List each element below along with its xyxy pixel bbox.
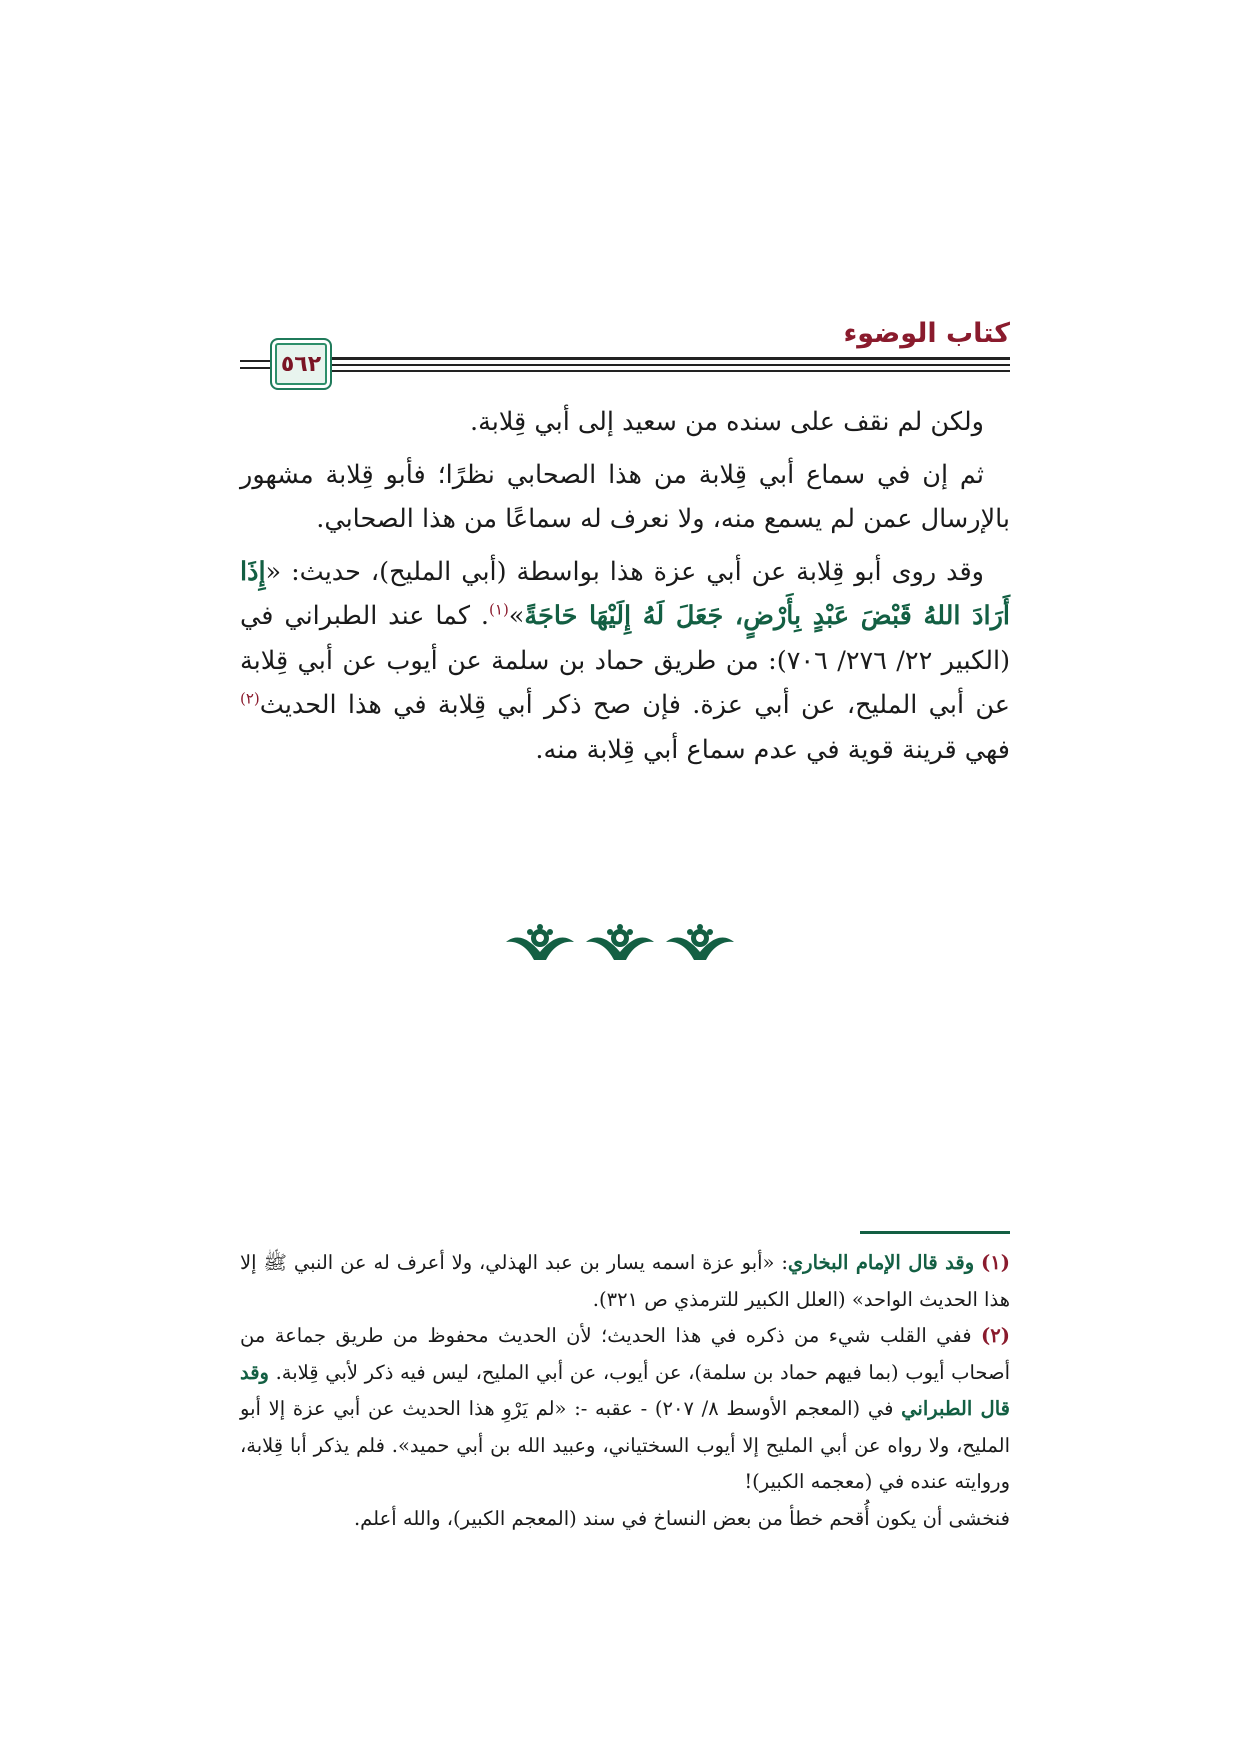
paragraph [240, 400, 1010, 445]
footnote-ref[interactable]: (٢) [240, 689, 260, 708]
footnote-ref[interactable]: (١) [489, 600, 509, 619]
footnote-bold: وقد قال الإمام البخاري [787, 1251, 975, 1274]
footnote-text: ففي القلب شيء من ذكره في هذا الحديث؛ لأن الحديث محفوظ من طريق جماعة من أصحاب أيوب (بما فيهم حماد بن سلمة)، عن أيوب، عن أبي المليح، ليس فيه ذكر لأبي قِلابة. [240, 1324, 1010, 1384]
footnote-bold: وقد قال الطبراني [240, 1360, 1010, 1420]
footnote-separator [860, 1231, 1010, 1234]
page-number-frame [270, 338, 332, 390]
paragraph [240, 453, 1010, 542]
paragraph [240, 550, 1010, 773]
footnote-text: فنخشى أن يكون أُقحم خطأ من بعض النساخ في سند (المعجم الكبير)، والله أعلم. [353, 1506, 1010, 1530]
header-rule-left [240, 367, 270, 369]
paragraph-text: ثم إن في سماع أبي قِلابة من هذا الصحابي نظرًا؛ فأبو قِلابة مشهور بالإرسال عمن لم يسمع منه، ولا نعرف له سماعًا من هذا الصحابي. [240, 459, 1010, 534]
footnote-number: (١) [981, 1251, 1010, 1274]
footnote-text: في (المعجم الأوسط ٨/ ٢٠٧) - عقبه -: «لم يَرْوِ هذا الحديث عن أبي عزة إلا أبو المليح، ولا رواه عن أبي المليح إلا أيوب السختياني، وعبيد الله بن أبي حميد». فلم يذكر أبا قِلابة، وروايته عنده في (معجمه الكبير)! [240, 1397, 1010, 1493]
paragraph-text: » [508, 601, 525, 631]
paragraph-text: فهي قرينة قوية في عدم سماع أبي قِلابة منه. [535, 734, 1010, 765]
footnote-number: (٢) [981, 1324, 1010, 1347]
paragraph-text: وقد روى أبو قِلابة عن أبي عزة هذا بواسطة (أبي المليح)، حديث: « [265, 556, 984, 587]
main-text [240, 400, 1010, 772]
flower-ornament-icon [500, 918, 740, 974]
header-rule [310, 370, 1010, 372]
footnote-continuation [240, 1501, 1010, 1538]
paragraph-text: . كما عند الطبراني في (الكبير ٢٢/ ٢٧٦/ ٧٠٦): من طريق حماد بن سلمة عن أيوب عن أبي قِلابة عن أبي المليح، عن أبي عزة. فإن صح ذكر أبي قِلابة في هذا الحديث [240, 601, 1011, 720]
footnote-2 [240, 1318, 1010, 1501]
header-rule [310, 357, 1010, 360]
hadith-text: إِذَا أَرَادَ اللهُ قَبْضَ عَبْدٍ بِأَرْضٍ، جَعَلَ لَهُ إِلَيْهَا حَاجَةً [240, 556, 1010, 631]
page-number: ٥٦٢ [280, 351, 322, 377]
book-title: كتاب الوضوء [843, 318, 1010, 349]
footnotes [240, 1245, 1010, 1537]
header-rule-left [240, 360, 270, 362]
footnote-text: : «أبو عزة اسمه يسار بن عبد الهذلي، ولا أعرف له عن النبي ﷺ إلا هذا الحديث الواحد» (العلل الكبير للترمذي ص ٣٢١). [240, 1251, 1010, 1311]
header-rule [310, 364, 1010, 366]
page-header [240, 300, 1010, 390]
paragraph-text: ولكن لم نقف على سنده من سعيد إلى أبي قِلابة. [469, 407, 984, 437]
footnote-1 [240, 1245, 1010, 1318]
